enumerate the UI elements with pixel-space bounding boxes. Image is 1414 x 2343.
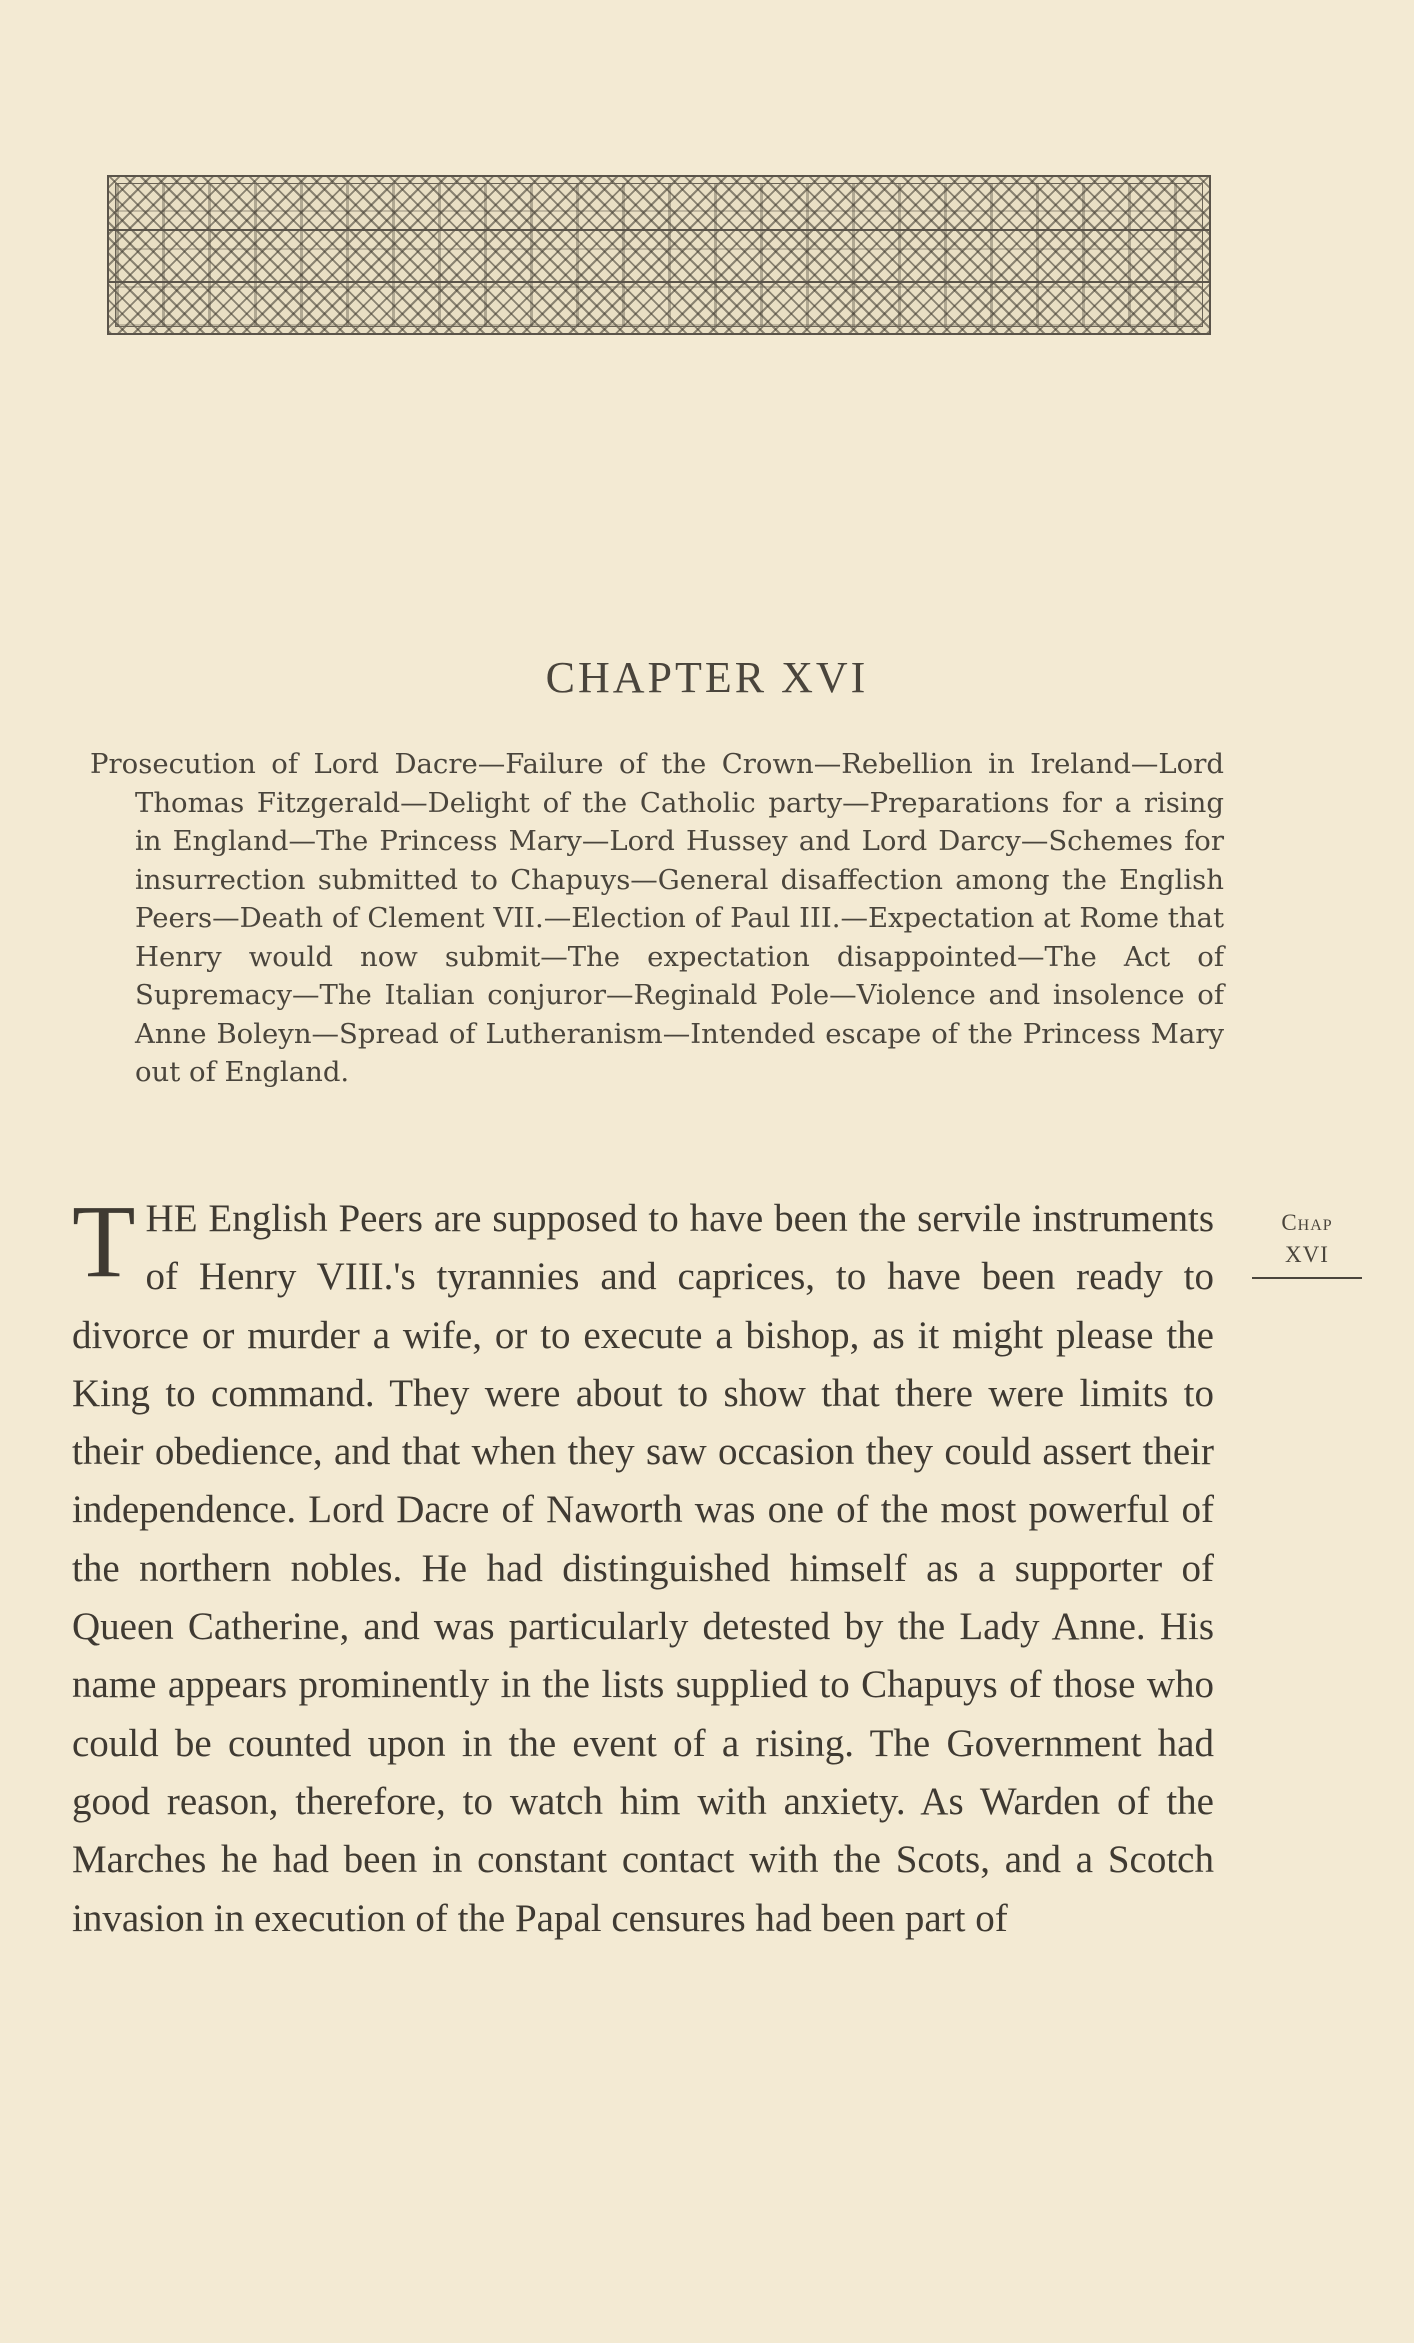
headpiece-divider — [109, 229, 1209, 231]
marginal-rule — [1252, 1277, 1362, 1279]
marginal-chap-label: Chap — [1281, 1210, 1333, 1235]
chapter-title: CHAPTER XVI — [545, 653, 869, 702]
synopsis-text: Prosecution of Lord Dacre—Failure of the Crown—Rebellion in Ireland—Lord Thomas Fitzgerald—Delight of the Catholic party—Preparations for a rising in England—The Princess Mary—Lord Hussey and Lord Darcy—Schemes for insurrection submitted to Chapuys—General disaffection among the English Peers—Death of Clement VII.—Election of Paul III.—Expectation at Rome that Henry would now submit—The expectation disappointed—The Act of Supremacy—The Italian conjuror—Reginald Pole—Violence and insolence of Anne Boleyn—Spread of Lutheranism—Intended escape of the Princess Mary out of England. — [90, 748, 1224, 1088]
marginal-chapter-heading — [1252, 1207, 1362, 1279]
chapter-body — [72, 1184, 1214, 1948]
ornamental-headpiece — [107, 175, 1211, 335]
chapter-synopsis — [90, 745, 1224, 1092]
body-paragraph-text: HE English Peers are supposed to have been the servile instruments of Henry VIII.'s tyrannies and caprices, to have been ready to divorce or murder a wife, or to execute a bishop, as it might please the King to command. They were about to show that there were limits to their obedience, and that when they saw occasion they could assert their independence. Lord Dacre of Naworth was one of the most powerful of the northern nobles. He had distinguished himself as a supporter of Queen Catherine, and was particularly detested by the Lady Anne. His name appears prominently in the lists supplied to Chapuys of those who could be counted upon in the event of a rising. The Government had good reason, therefore, to watch him with anxiety. As Warden of the Marches he had been in constant contact with the Scots, and a Scotch invasion in execution of the Papal censures had been part of — [72, 1197, 1214, 1940]
drop-cap: T — [72, 1184, 136, 1299]
body-paragraph — [72, 1184, 1214, 1948]
headpiece-divider — [109, 281, 1209, 283]
marginal-chap-number: XVI — [1285, 1242, 1329, 1267]
